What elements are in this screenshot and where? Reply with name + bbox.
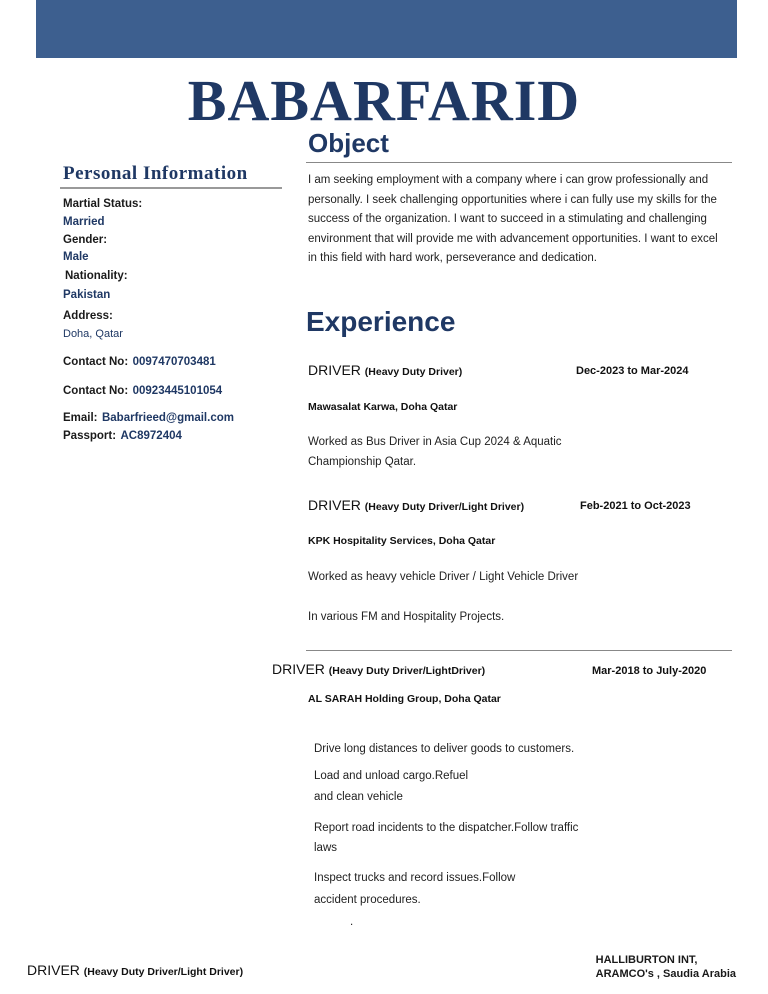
- marital-value: Married: [63, 216, 105, 228]
- job-company-4: [596, 953, 736, 981]
- job-title: DRIVER: [27, 962, 80, 978]
- address-value: Doha, Qatar: [63, 328, 123, 340]
- contact-row-2: [63, 381, 222, 399]
- contact-value[interactable]: 00923445101054: [132, 385, 223, 397]
- job-desc-3d: Report road incidents to the dispatcher.Follow traffic: [314, 822, 579, 834]
- job-title: DRIVER: [308, 497, 361, 513]
- experience-heading: Experience: [306, 306, 456, 337]
- job-dates-2: Feb-2021 to Oct-2023: [580, 500, 691, 512]
- gender-label: Gender:: [63, 234, 108, 246]
- job-desc-3g: accident procedures.: [314, 894, 421, 906]
- job-subtitle: (Heavy Duty Driver/Light Driver): [83, 966, 244, 978]
- job-desc-2b: In various FM and Hospitality Projects.: [308, 611, 505, 623]
- object-text: I am seeking employment with a company where i can grow professionally and personally. I seek challenging opportunities where i can fully use my skills for the success of the organization. I want to succeed in a stimulating and challenging environment that will provide me with advancement opportunities. I want to excel in this field with hard work, perseverance and dedication.: [308, 174, 718, 264]
- personal-info-divider: [60, 187, 282, 189]
- nationality-value: Pakistan: [63, 289, 111, 301]
- job-dates-1: Dec-2023 to Mar-2024: [576, 365, 689, 377]
- passport-row: [63, 426, 182, 444]
- header-banner: [36, 0, 737, 58]
- contact-value[interactable]: 0097470703481: [132, 356, 216, 368]
- job-title-2: [308, 497, 524, 513]
- job-desc-3c: and clean vehicle: [314, 791, 403, 803]
- job-desc-3f: Inspect trucks and record issues.Follow: [314, 872, 516, 884]
- job-desc-3b: Load and unload cargo.Refuel: [314, 770, 469, 782]
- job-dates-3: Mar-2018 to July-2020: [592, 665, 707, 677]
- email-label: Email:: [63, 412, 98, 424]
- job-desc-2a: Worked as heavy vehicle Driver / Light Vehicle Driver: [308, 571, 579, 583]
- address-label: Address:: [63, 310, 113, 322]
- job-subtitle: (Heavy Duty Driver): [364, 366, 463, 378]
- job-subtitle: (Heavy Duty Driver/LightDriver): [328, 665, 486, 677]
- email-link[interactable]: Babarfrieed@gmail.com: [101, 412, 234, 424]
- marital-label: Martial Status:: [63, 198, 143, 210]
- job-company-line-1: HALLIBURTON INT,: [595, 954, 698, 966]
- job-desc-1a: Worked as Bus Driver in Asia Cup 2024 & Aquatic: [308, 436, 562, 448]
- candidate-name: BABARFARID: [187, 68, 581, 133]
- personal-info-heading: Personal Information: [63, 163, 248, 184]
- job-subtitle: (Heavy Duty Driver/Light Driver): [364, 501, 525, 513]
- passport-value: AC8972404: [120, 430, 182, 442]
- job-title: DRIVER: [272, 661, 325, 677]
- job-desc-3e: laws: [314, 842, 338, 854]
- contact-label: Contact No:: [63, 385, 129, 397]
- job-company-3: AL SARAH Holding Group, Doha Qatar: [308, 693, 501, 705]
- job-company-line-2: ARAMCO's , Saudia Arabia: [595, 968, 736, 980]
- contact-row-1: [63, 352, 216, 370]
- contact-label: Contact No:: [63, 356, 129, 368]
- gender-value: Male: [63, 251, 89, 263]
- job-title-4: [27, 962, 243, 978]
- job-title-1: [308, 362, 462, 378]
- job-title: DRIVER: [308, 362, 361, 378]
- passport-label: Passport:: [63, 430, 117, 442]
- experience-divider: [306, 650, 732, 651]
- job-desc-3h: .: [350, 916, 354, 928]
- object-divider: [306, 162, 732, 163]
- job-desc-3a: Drive long distances to deliver goods to customers.: [314, 743, 575, 755]
- job-company-1: Mawasalat Karwa, Doha Qatar: [308, 401, 458, 413]
- email-row: [63, 408, 234, 426]
- job-title-3: [272, 661, 485, 677]
- object-heading: Object: [308, 128, 389, 158]
- nationality-label: Nationality:: [65, 270, 128, 282]
- job-desc-1b: Championship Qatar.: [308, 456, 417, 468]
- job-company-2: KPK Hospitality Services, Doha Qatar: [308, 535, 496, 547]
